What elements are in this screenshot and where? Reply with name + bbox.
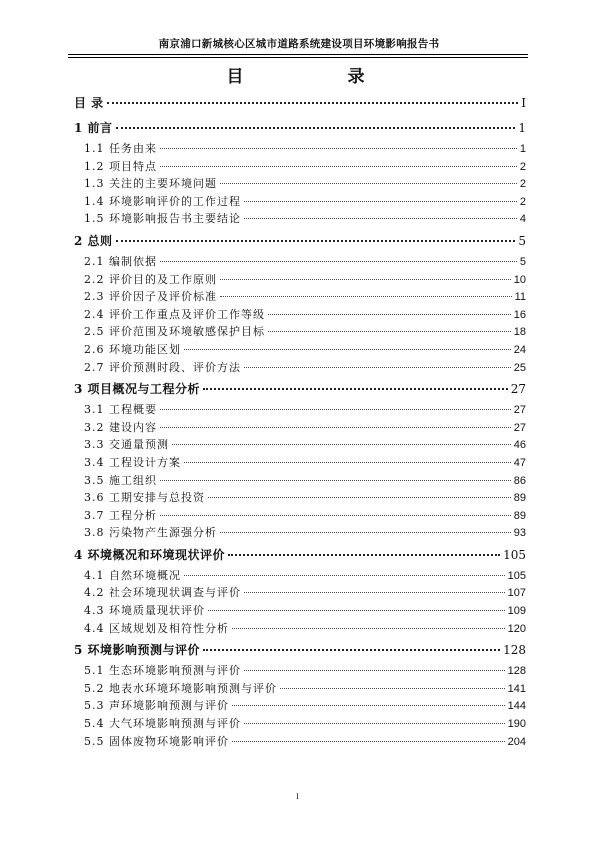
toc-section-entry[interactable] <box>74 271 526 289</box>
toc-entry-page: 86 <box>513 474 526 487</box>
toc-section-entry[interactable] <box>74 662 526 680</box>
toc-section-entry[interactable] <box>74 288 526 306</box>
toc-section-entry[interactable] <box>74 359 526 377</box>
toc-dot-leader <box>244 723 505 724</box>
toc-dot-leader <box>203 649 500 651</box>
toc-entry-label: 2.6 环境功能区划 <box>84 342 181 356</box>
toc-entry-label: 目 录 <box>74 96 104 110</box>
toc-entry-page: 11 <box>514 291 526 304</box>
toc-dot-leader <box>232 741 505 742</box>
toc-dot-leader <box>107 102 519 104</box>
toc-entry-page: 1 <box>519 143 526 155</box>
toc-entry-label: 4.3 环境质量现状评价 <box>84 604 205 618</box>
toc-entry-page: 27 <box>510 382 526 397</box>
toc-entry-page: 105 <box>503 547 526 562</box>
toc-entry-page: 89 <box>513 492 526 505</box>
toc-section-entry[interactable] <box>74 253 526 271</box>
toc-dot-leader <box>160 409 511 410</box>
toc-dot-leader <box>203 388 508 390</box>
toc-entry-page: 107 <box>507 587 526 600</box>
toc-dot-leader <box>268 314 511 315</box>
toc-entry-page: 109 <box>507 605 526 618</box>
toc-entry-label: 2.1 编制依据 <box>84 254 157 268</box>
toc-entry-page: 105 <box>507 569 526 582</box>
toc-dot-leader <box>244 592 505 593</box>
toc-section-entry[interactable] <box>74 602 526 620</box>
toc-entry-label: 4.4 区域规划及相符性分析 <box>84 621 229 635</box>
toc-dot-leader <box>232 705 505 706</box>
toc-section-entry[interactable] <box>74 436 526 454</box>
toc-entry-page: 27 <box>513 404 526 417</box>
toc-entry-label: 2 总则 <box>74 233 113 248</box>
toc-dot-leader <box>220 532 511 533</box>
toc-entry-label: 3.2 建设内容 <box>84 420 157 434</box>
toc-section-entry[interactable] <box>74 210 526 228</box>
toc-entry-page: 89 <box>513 509 526 522</box>
toc-entry-label: 3.7 工程分析 <box>84 508 157 522</box>
toc-entry-page: 24 <box>513 343 526 356</box>
toc-entry-label: 5.1 生态环境影响预测与评价 <box>84 664 241 678</box>
toc-entry-label: 1.4 环境影响评价的工作过程 <box>84 194 241 208</box>
toc-entry-label: 1.3 关注的主要环境问题 <box>84 177 217 191</box>
toc-section-entry[interactable] <box>74 140 526 158</box>
toc-dot-leader <box>184 349 511 350</box>
toc-entry-page: 18 <box>513 326 526 339</box>
toc-entry-page: I <box>521 96 526 110</box>
toc-section-entry[interactable] <box>74 620 526 638</box>
toc-entry-page: 120 <box>507 622 526 635</box>
toc-section-entry[interactable] <box>74 175 526 193</box>
toc-entry-page: 204 <box>507 735 526 748</box>
toc-section-entry[interactable] <box>74 323 526 341</box>
toc-section-entry[interactable] <box>74 489 526 507</box>
toc-entry-page: 1 <box>518 121 526 135</box>
toc-section-entry[interactable] <box>74 401 526 419</box>
toc-entry-label: 1.1 任务由来 <box>84 142 157 155</box>
toc-entry-page: 144 <box>507 700 526 713</box>
toc-dot-leader <box>160 515 511 516</box>
toc-entry-label: 2.2 评价目的及工作原则 <box>84 272 217 286</box>
toc-entry-label: 5.5 固体废物环境影响评价 <box>84 734 229 748</box>
toc-dot-leader <box>244 367 511 368</box>
toc-entry-page: 141 <box>507 682 526 695</box>
toc-dot-leader <box>220 296 512 297</box>
toc-dot-leader <box>228 554 500 556</box>
toc-entry-page: 2 <box>519 195 526 208</box>
toc-entry-page: 128 <box>503 643 526 658</box>
toc-section-entry[interactable] <box>74 193 526 211</box>
toc-dot-leader <box>220 279 511 280</box>
toc-entry-page: 5 <box>518 233 526 248</box>
toc-entry-page: 128 <box>507 665 526 678</box>
toc-entry-label: 2.7 评价预测时段、评价方法 <box>84 360 241 374</box>
toc-entry-page: 93 <box>513 527 526 540</box>
toc-title: 目 录 <box>226 67 399 87</box>
toc-dot-leader <box>244 218 517 219</box>
toc-entry-page: 27 <box>513 421 526 434</box>
toc-section-entry[interactable] <box>74 507 526 525</box>
toc-section-entry[interactable] <box>74 733 526 751</box>
toc-dot-leader <box>280 688 505 689</box>
table-of-contents <box>74 90 526 750</box>
toc-dot-leader <box>116 127 516 129</box>
toc-entry-label: 3.1 工程概要 <box>84 403 157 417</box>
toc-entry-label: 3.5 施工组织 <box>84 473 157 487</box>
toc-dot-leader <box>208 610 505 611</box>
toc-section-entry[interactable] <box>74 158 526 176</box>
toc-entry-label: 2.5 评价范围及环境敏感保护目标 <box>84 325 265 339</box>
header-rule <box>68 54 528 58</box>
toc-chapter-entry[interactable] <box>74 637 526 662</box>
running-header: 南京浦口新城核心区城市道路系统建设项目环境影响报告书 <box>158 38 440 50</box>
toc-entry-label: 2.4 评价工作重点及评价工作等级 <box>84 307 265 321</box>
toc-entry-label: 3.3 交通量预测 <box>84 438 169 452</box>
toc-entry-label: 1 前言 <box>74 121 113 135</box>
toc-section-entry[interactable] <box>74 341 526 359</box>
toc-entry-label: 5.3 声环境影响预测与评价 <box>84 699 229 713</box>
toc-chapter-entry[interactable] <box>74 542 526 567</box>
toc-dot-leader <box>244 670 505 671</box>
toc-section-entry[interactable] <box>74 567 526 585</box>
toc-entry-page: 10 <box>513 273 526 286</box>
toc-dot-leader <box>244 201 517 202</box>
toc-section-entry[interactable] <box>74 419 526 437</box>
toc-dot-leader <box>184 462 511 463</box>
toc-dot-leader <box>184 575 505 576</box>
toc-entry-page: 16 <box>513 308 526 321</box>
toc-entry-page: 5 <box>519 255 526 268</box>
toc-dot-leader <box>172 444 511 445</box>
toc-dot-leader <box>116 240 516 242</box>
toc-entry-page: 2 <box>519 178 526 191</box>
toc-section-entry[interactable] <box>74 697 526 715</box>
toc-dot-leader <box>160 148 517 149</box>
toc-entry-label: 5.2 地表水环境环境影响预测与评价 <box>84 681 277 695</box>
toc-section-entry[interactable] <box>74 584 526 602</box>
toc-entry-label: 4.1 自然环境概况 <box>84 568 181 582</box>
toc-entry-label: 4 环境概况和环境现状评价 <box>74 547 226 562</box>
toc-entry-label: 5 环境影响预测与评价 <box>74 643 201 658</box>
toc-dot-leader <box>160 166 517 167</box>
toc-entry-label: 3.4 工程设计方案 <box>84 455 181 469</box>
toc-entry-label: 4.2 社会环境现状调查与评价 <box>84 586 241 600</box>
toc-entry-label: 3 项目概况与工程分析 <box>74 382 201 397</box>
toc-dot-leader <box>232 628 505 629</box>
toc-section-entry[interactable] <box>74 680 526 698</box>
toc-chapter-entry[interactable] <box>74 376 526 401</box>
toc-entry-label: 3.6 工期安排与总投资 <box>84 491 205 505</box>
toc-chapter-entry[interactable] <box>74 90 526 115</box>
toc-section-entry[interactable] <box>74 524 526 542</box>
toc-entry-page: 2 <box>519 160 526 173</box>
toc-entry-label: 1.2 项目特点 <box>84 159 157 173</box>
toc-section-entry[interactable] <box>74 454 526 472</box>
toc-dot-leader <box>220 183 517 184</box>
toc-entry-page: 47 <box>513 456 526 469</box>
toc-entry-page: 46 <box>513 439 526 452</box>
toc-dot-leader <box>268 331 511 332</box>
toc-entry-page: 4 <box>519 213 526 226</box>
toc-entry-page: 190 <box>507 718 526 731</box>
toc-entry-label: 2.3 评价因子及评价标准 <box>84 290 217 304</box>
toc-entry-label: 3.8 污染物产生源强分析 <box>84 526 217 540</box>
page-number: I <box>296 792 299 801</box>
toc-entry-label: 1.5 环境影响报告书主要结论 <box>84 212 241 226</box>
toc-dot-leader <box>208 497 511 498</box>
toc-entry-page: 25 <box>513 361 526 374</box>
toc-chapter-entry[interactable] <box>74 228 526 253</box>
toc-section-entry[interactable] <box>74 306 526 324</box>
toc-dot-leader <box>160 427 511 428</box>
toc-entry-label: 5.4 大气环境影响预测与评价 <box>84 717 241 731</box>
toc-dot-leader <box>160 261 517 262</box>
toc-chapter-entry[interactable] <box>74 115 526 140</box>
toc-dot-leader <box>160 480 511 481</box>
toc-section-entry[interactable] <box>74 472 526 490</box>
toc-section-entry[interactable] <box>74 715 526 733</box>
